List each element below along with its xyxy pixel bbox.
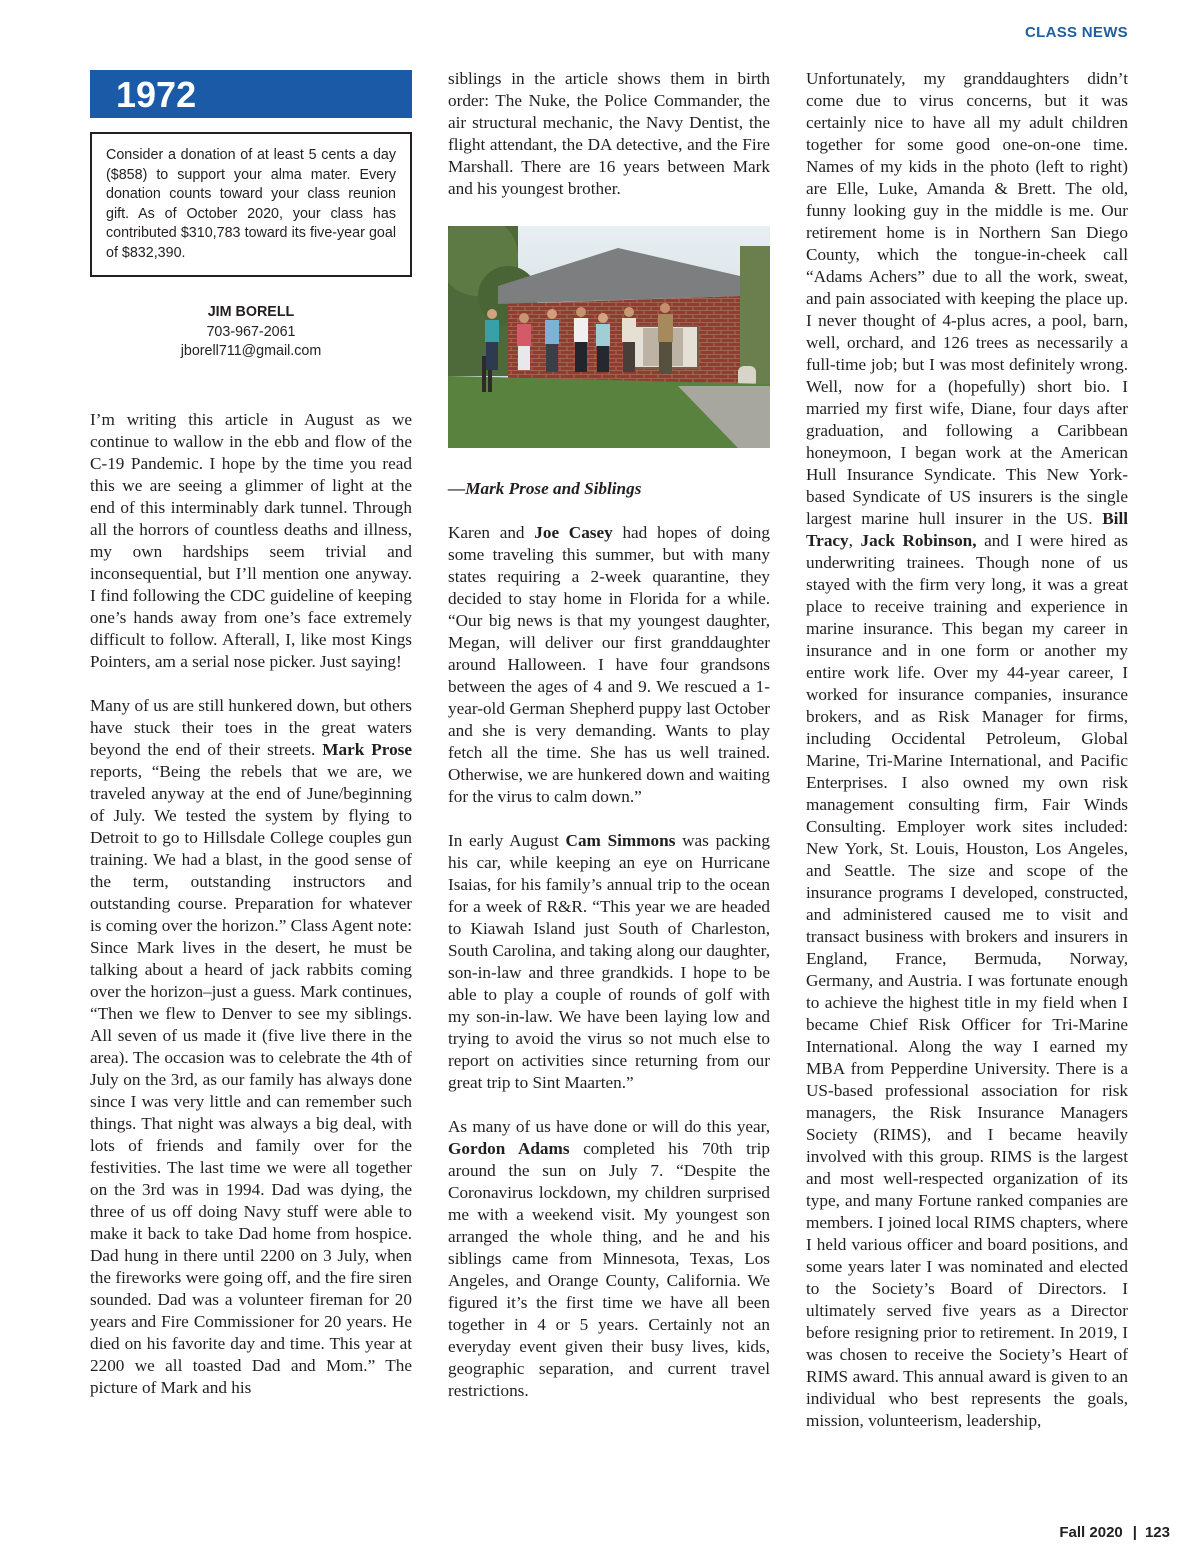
classmate-name: Jack Robinson, [860, 531, 977, 550]
family-photo [448, 226, 770, 448]
page-number: 123 [1144, 1524, 1170, 1541]
article-paragraph: I’m writing this article in August as we continue to wallow in the ebb and flow of the C-19 Pandemic. I hope by the time you read this we are seeing a glimmer of light at the end of this interminably dark tunnel. Through all the horrors of countless deaths and illness, my own hardships seem trivial and inconsequential, but I’ll mention one anyway. I find following the CDC guideline of keeping one’s hands away from one’s face extremely difficult to follow. Afterall, I, like most Kings Pointers, am a serial nose picker. Just saying! [90, 409, 412, 671]
column-1 [90, 68, 412, 1421]
classmate-name: Cam Simmons [565, 831, 676, 850]
class-agent-email: jborell711@gmail.com [180, 343, 322, 359]
article-paragraph: Karen and Joe Casey had hopes of doing some traveling this summer, but with many states requiring a 2-week quarantine, they decided to stay home in Florida for a while. “Our big news is that my youngest daughter, Megan, will deliver our first granddaughter around Halloween. I have four grandsons between the ages of 4 and 9. We rescued a 1-year-old German Shepherd puppy last October and she is very demanding. Wants to play fetch all the time. She has us well trained. Otherwise, we are hunkered down and waiting for the virus to calm down.” [448, 523, 770, 806]
article-paragraph: siblings in the article shows them in birth order: The Nuke, the Police Commander, the air structural mechanic, the Navy Dentist, the flight attendant, the DA detective, and the Fire Marshall. There are 16 years between Mark and his youngest brother. [448, 69, 770, 198]
column-2 [448, 68, 770, 1424]
photo-caption: —Mark Prose and Siblings [448, 479, 642, 498]
classmate-name: Gordon Adams [448, 1139, 570, 1158]
class-agent-contact [90, 303, 412, 362]
class-agent-name: JIM BORELL [207, 304, 295, 320]
footer-divider: | [1132, 1524, 1137, 1541]
page-footer [1059, 1524, 1170, 1541]
classmate-name: Joe Casey [534, 523, 613, 542]
section-header: CLASS NEWS [1024, 24, 1128, 41]
column-3 [806, 68, 1128, 1454]
article-paragraph: Many of us are still hunkered down, but others have stuck their toes in the great waters beyond the end of their streets. Mark Prose reports, “Being the rebels that we are, we traveled anyway at the end of June/beginning of July. We tested the system by flying to Detroit to go to Hillsdale College couples gun training. We had a blast, in the good sense of the term, outstanding instructors and outstanding course. Preparation for whatever is coming over the horizon.” Class Agent note: Since Mark lives in the desert, he must be talking about a heard of jack rabbits coming over the horizon–just a guess. Mark continues, “Then we flew to Denver to see my siblings. All seven of us made it (five live there in the area). The occasion was to celebrate the 4th of July on the 3rd, as our family has always done since I was very little and can remember such things. That night was always a big deal, with lots of friends and family over for the festivities. The last time we were all together on the 3rd was in 1994. Dad was dying, the three of us off doing Navy stuff were able to make it back to take Dad home from hospice. Dad hung in there until 2200 on 3 July, when the fireworks were going off, and the fire siren sounded. Dad was a volunteer fireman for 20 years and Fire Commissioner for 20 years. He died on his favorite day and time. This year at 2200 we all toasted Dad and Mom.” The picture of Mark and his [90, 695, 413, 1397]
article-paragraph: In early August Cam Simmons was packing his car, while keeping an eye on Hurricane Isaias, for his family’s annual trip to the ocean for a week of R&R. “This year we are headed to Kiawah Island just South of Charleston, South Carolina, and taking along our daughter, son-in-law and three grandkids. I hope to be able to play a couple of rounds of golf with my son-in-law. We have been laying low and trying to avoid the virus so not much else to report on activities since returning from our great trip to Sint Maarten.” [448, 831, 770, 1092]
issue-label: Fall 2020 [1059, 1524, 1123, 1541]
class-agent-phone: 703-967-2061 [206, 323, 296, 340]
classmate-name: Mark Prose [322, 739, 413, 759]
article-paragraph: As many of us have done or will do this year, Gordon Adams completed his 70th trip around the sun on July 7. “Despite the Coronavirus lockdown, my children surprised me with a weekend visit. My youngest son arranged the whole thing, and he and his siblings came from Minnesota, Texas, Los Angeles, and Orange County, California. We figured it’s the first time we have all been together in 4 or 5 years. Certainly not an everyday event given their busy lives, kids, geographic separation, and current travel restrictions. [448, 1117, 770, 1400]
classmate-name: Bill Tracy [806, 509, 1128, 550]
donation-box: Consider a donation of at least 5 cents a day ($858) to support your alma mater. Every donation counts toward your class reunion gift. As of October 2020, your class has contributed $310,783 toward its five-year goal of $832,390. [90, 132, 412, 277]
article-paragraph: Unfortunately, my granddaughters didn’t come due to virus concerns, but it was certainly nice to have all my adult children together for some good one-on-one time. Names of my kids in the photo (left to right) are Elle, Luke, Amanda & Brett. The old, funny looking guy in the middle is me. Our retirement home is in Northern San Diego County, which the tongue-in-cheek call “Adams Achers” due to all the work, sweat, and pain associated with keeping the place up. I never thought of 4-plus acres, a pool, barn, well, orchard, and 126 trees as necessarily a full-time job; but I was most definitely wrong. Well, now for a (hopefully) short bio. I married my first wife, Diane, four days after graduation, and following a Caribbean honeymoon, I began work at the American Hull Insurance Syndicate. This New York-based Syndicate of US insurers is the single largest marine hull insurer in the US. Bill Tracy, Jack Robinson, and I were hired as underwriting trainees. Though none of us stayed with the firm very long, it was a great place to receive training and experience in marine insurance. This began my career in insurance and in one form or another my entire work life. Over my 44-year career, I worked for insurance companies, insurance brokers, and as Risk Manager for firms, including Occidental Petroleum, Global Marine, Tri-Marine International, and Pacific Enterprises. I also owned my own risk management consulting firm, Fair Winds Consulting. Employer work sites included: New York, St. Louis, Houston, Los Angeles, and Seattle. The size and scope of the insurance programs I developed, constructed, and administered caused me to visit and transact business with brokers and insurers in England, France, Bermuda, Norway, Germany, and Austria. I was fortunate enough to achieve the highest title in my field when I became Chief Risk Officer for Tri-Marine International. Along the way I earned my MBA from Pepperdine University. There is a US-based professional association for risk managers, the Risk Insurance Managers Society (RIMS), and I became heavily involved with this group. RIMS is the largest and most well-respected organization of its type, and many Fortune ranked companies are members. I joined local RIMS chapters, where I held various officer and board positions, and some years later I was nominated and elected to the Society’s Board of Directors. I ultimately served five years as a Director before resigning prior to retirement. In 2019, I was chosen to receive the Society’s Heart of RIMS award. This annual award is given to an individual who best represents the goals, mission, volunteerism, leadership, [806, 69, 1128, 1430]
class-year-banner: 1972 [90, 70, 412, 118]
